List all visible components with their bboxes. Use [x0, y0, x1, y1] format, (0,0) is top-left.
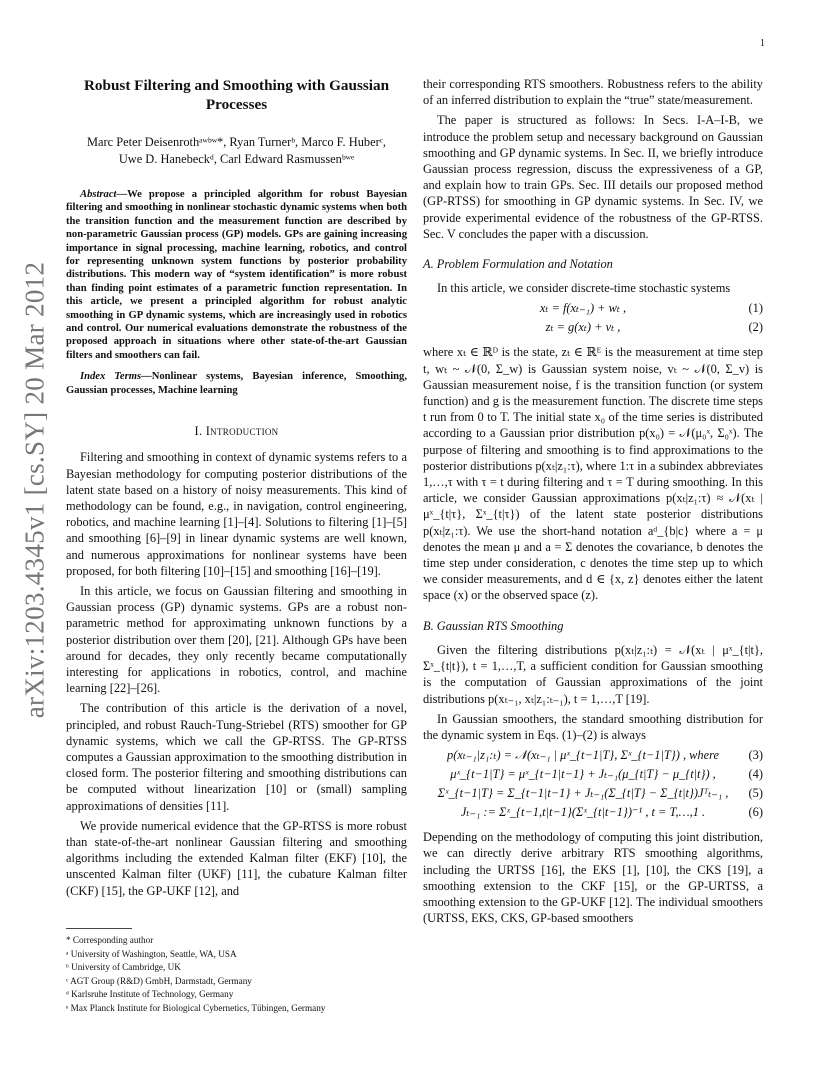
section-title: Introduction — [205, 424, 279, 439]
footnotes — [66, 934, 407, 1016]
footnote: ᵃ University of Washington, Seattle, WA, USA — [66, 948, 237, 959]
intro-paragraph-3: The contribution of this article is the derivation of a novel, principled, and robust Rauch-Tung-Striebel (RTS) smoother for GP dynamic systems, which we call the GP-RTSS. The GP-RTSS computes a Gaussian approximation to the smoothing distribution in closed form. The posterior filtering and smoothing distributions can be computed without linearization [10] or (small) sampling approximations of densities [11]. — [66, 701, 407, 813]
equation-3 — [423, 747, 763, 766]
equation-body: xₜ = f(xₜ₋₁) + wₜ , — [539, 301, 627, 316]
equation-number: (6) — [748, 805, 763, 820]
footnote: ᵈ Karlsruhe Institute of Technology, Germany — [66, 989, 234, 1000]
equation-body: Jₜ₋₁ := Σˣ_{t−1,t|t−1}(Σˣ_{t|t−1})⁻¹ , t = T,…,1 . — [460, 805, 706, 820]
abstract-text: —We propose a principled algorithm for robust Bayesian filtering and smoothing in nonlinear stochastic dynamic systems when both the transition function and the measurement function are described by non-parametric Gaussian process (GP) models. GPs are gaining increasing importance in signal processing, machine learning, robotics, and control for representing unknown system functions by posterior probability distributions. This modern way of “system identification” is more robust than finding point estimates of a parametric function representation. In this article, we present a principled algorithm for robust analytic smoothing in GP dynamic systems, which are increasingly used in robotics and control. Our numerical evaluations demonstrate the robustness of the proposed approach in situations where other state-of-the-art Gaussian filters and smoothers can fail. — [66, 189, 407, 361]
section-heading-introduction — [66, 423, 407, 439]
equation-4 — [423, 766, 763, 785]
equation-body: p(xₜ₋₁|z₁:ₜ) = 𝒩(xₜ₋₁ | μˣ_{t−1|T}, Σˣ_{t−1|T}) , where — [447, 748, 719, 763]
subsection-b-paragraph-2: In Gaussian smoothers, the standard smoothing distribution for the dynamic system in Eqs. (1)–(2) is always — [423, 711, 763, 742]
equation-2 — [423, 319, 763, 338]
intro-paragraph-1: Filtering and smoothing in context of dynamic systems refers to a Bayesian methodology for computing posterior distributions of the latent state based on a history of noisy measurements. This kind of methodology can be found, e.g., in navigation, control engineering, robotics, and machine learning [1]–[4]. Solutions to filtering [1]–[5] and smoothing [6]–[9] in linear dynamic systems are well known, and numerous approximations for nonlinear systems have been proposed, for both filtering [10]–[15] and smoothing [16]–[19]. — [66, 450, 407, 578]
section-number: I. — [194, 424, 206, 439]
left-column — [66, 76, 407, 903]
right-paragraph-2: The paper is structured as follows: In Secs. I-A–I-B, we introduce the problem setup and necessary background on Gaussian smoothing and GP dynamic systems. In Sec. II, we briefly introduce Gaussian process regression, discuss the expressiveness of a GP, and explain how to train GPs. Sec. III details our proposed method (GP-RTSS) for smoothing in GP dynamic systems. In Sec. IV, we provide experimental evidence of the robustness of the GP-RTSS. Sec. V concludes the paper with a discussion. — [423, 113, 763, 241]
equation-number: (1) — [748, 301, 763, 316]
paper-title: Robust Filtering and Smoothing with Gaussian Processes — [83, 77, 390, 113]
right-column — [423, 76, 763, 930]
author-list — [66, 134, 407, 168]
equation-1 — [423, 300, 763, 319]
abstract — [66, 188, 407, 362]
abstract-label: Abstract — [80, 189, 117, 200]
equation-body: Σˣ_{t−1|T} = Σ_{t−1|t−1} + Jₜ₋₁(Σ_{t|T} − Σ_{t|t})Jᵀₜ₋₁ , — [437, 786, 729, 801]
subsection-a-paragraph-1: In this article, we consider discrete-time stochastic systems — [437, 281, 731, 296]
index-terms-label: Index Terms — [80, 371, 142, 383]
equation-number: (4) — [748, 767, 763, 782]
subsection-b-paragraph-1: Given the filtering distributions p(xₜ|z₁:ₜ) = 𝒩(xₜ | μˣ_{t|t}, Σˣ_{t|t}), t = 1,…,T, a sufficient condition for Gaussian smoothing is the computation of Gaussian approximations of the joint distributions p(xₜ₋₁, xₜ|z₁:ₜ₋₁), t = 1,…,T [19]. — [423, 642, 763, 706]
authors-line-2: Uwe D. Hanebeckᵈ, Carl Edward Rasmussenᵇʷᵉ — [118, 152, 355, 166]
footnote: * Corresponding author — [66, 935, 154, 945]
equation-5 — [423, 785, 763, 804]
subsection-a-paragraph-2: where xₜ ∈ ℝᴰ is the state, zₜ ∈ ℝᴱ is the measurement at time step t, wₜ ~ 𝒩(0, Σ_w) is Gaussian system noise, vₜ ~ 𝒩(0, Σ_v) is Gaussian measurement noise, f is the transition function (or system function) and g is the measurement function. The discrete time steps t run from 0 to T. The initial state x₀ of the time series is distributed according to a Gaussian prior distribution p(x₀) = 𝒩(μ₀ˣ, Σ₀ˣ). The purpose of filtering and smoothing is to find approximations to the posterior distributions p(xₜ|z₁:τ), where 1:τ in a subindex abbreviates 1,…,τ with τ = t during filtering and τ = T during smoothing. In this article, we consider Gaussian approximations p(xₜ|z₁:τ) ≈ 𝒩(xₜ | μˣ_{t|τ}, Σˣ_{t|τ}) of the latent state posterior distributions p(xₜ|z₁:τ). We use the short-hand notation aᵈ_{b|c} where a = μ denotes the mean μ and a = Σ denotes the covariance, b denotes the time step under consideration, c denotes the time step up to which we consider measurements, and d ∈ {x, z} denotes either the latent space (x) or the observed space (z). — [423, 345, 763, 603]
equation-number: (2) — [748, 320, 763, 335]
page-number: 1 — [760, 38, 765, 49]
equation-body: μˣ_{t−1|T} = μˣ_{t−1|t−1} + Jₜ₋₁(μ_{t|T} − μ_{t|t}) , — [450, 767, 716, 782]
equation-block-1-2 — [423, 300, 763, 338]
arxiv-stamp-text: arXiv:1203.4345v1 [cs.SY] 20 Mar 2012 — [19, 261, 50, 719]
equation-number: (5) — [748, 786, 763, 801]
arxiv-stamp — [12, 261, 58, 719]
subsection-b-paragraph-3: Depending on the methodology of computing this joint distribution, we can directly derive arbitrary RTS smoothing algorithms, including the URTSS [16], the EKS [1], [10], the CKS [19], a smoothing extension to the CKF [15], or the GP-URTSS, a smoothing extension to the GP-UKF [12]. The individual smoothers (URTSS, EKS, CKS, GP-based smoothers — [423, 830, 763, 926]
authors-line-1: Marc Peter Deisenrothᵃʷᵇʷ*, Ryan Turnerᵇ, Marco F. Huberᶜ, — [87, 135, 386, 149]
equation-6 — [423, 804, 763, 823]
footnote: ᵇ University of Cambridge, UK — [66, 962, 181, 973]
equation-block-3-6 — [423, 747, 763, 823]
equation-body: zₜ = g(xₜ) + vₜ , — [545, 320, 621, 335]
intro-paragraph-2: In this article, we focus on Gaussian filtering and smoothing in Gaussian process (GP) dynamic systems. GPs are a robust non-parametric method for approximating unknown functions by a posterior distribution over them [20], [21]. Although GPs have been around for decades, they only recently became computationally interesting for applications in robotics, control, and machine learning [22]–[26]. — [66, 583, 407, 696]
subsection-heading-b: B. Gaussian RTS Smoothing — [423, 618, 564, 633]
right-paragraph-1: their corresponding RTS smoothers. Robustness refers to the ability of an inferred distribution to explain the “true” state/measurement. — [423, 77, 763, 108]
intro-paragraph-4: We provide numerical evidence that the GP-RTSS is more robust than state-of-the-art nonlinear Gaussian filtering and smoothing algorithms including the extended Kalman filter (EKF) [10], the unscented Kalman filter (UKF) [11], the cubature Kalman filter (CKF) [15], the GP-UKF [12], and — [66, 818, 407, 898]
index-terms-text: —Nonlinear systems, Bayesian inference, Smoothing, Gaussian processes, Machine learning — [66, 371, 407, 396]
equation-number: (3) — [748, 748, 763, 763]
footnote-rule — [66, 928, 132, 929]
footnote: ᵉ Max Planck Institute for Biological Cybernetics, Tübingen, Germany — [66, 1002, 326, 1013]
subsection-heading-a: A. Problem Formulation and Notation — [423, 257, 613, 272]
index-terms — [66, 370, 407, 397]
footnote: ᶜ AGT Group (R&D) GmbH, Darmstadt, Germany — [66, 975, 252, 986]
